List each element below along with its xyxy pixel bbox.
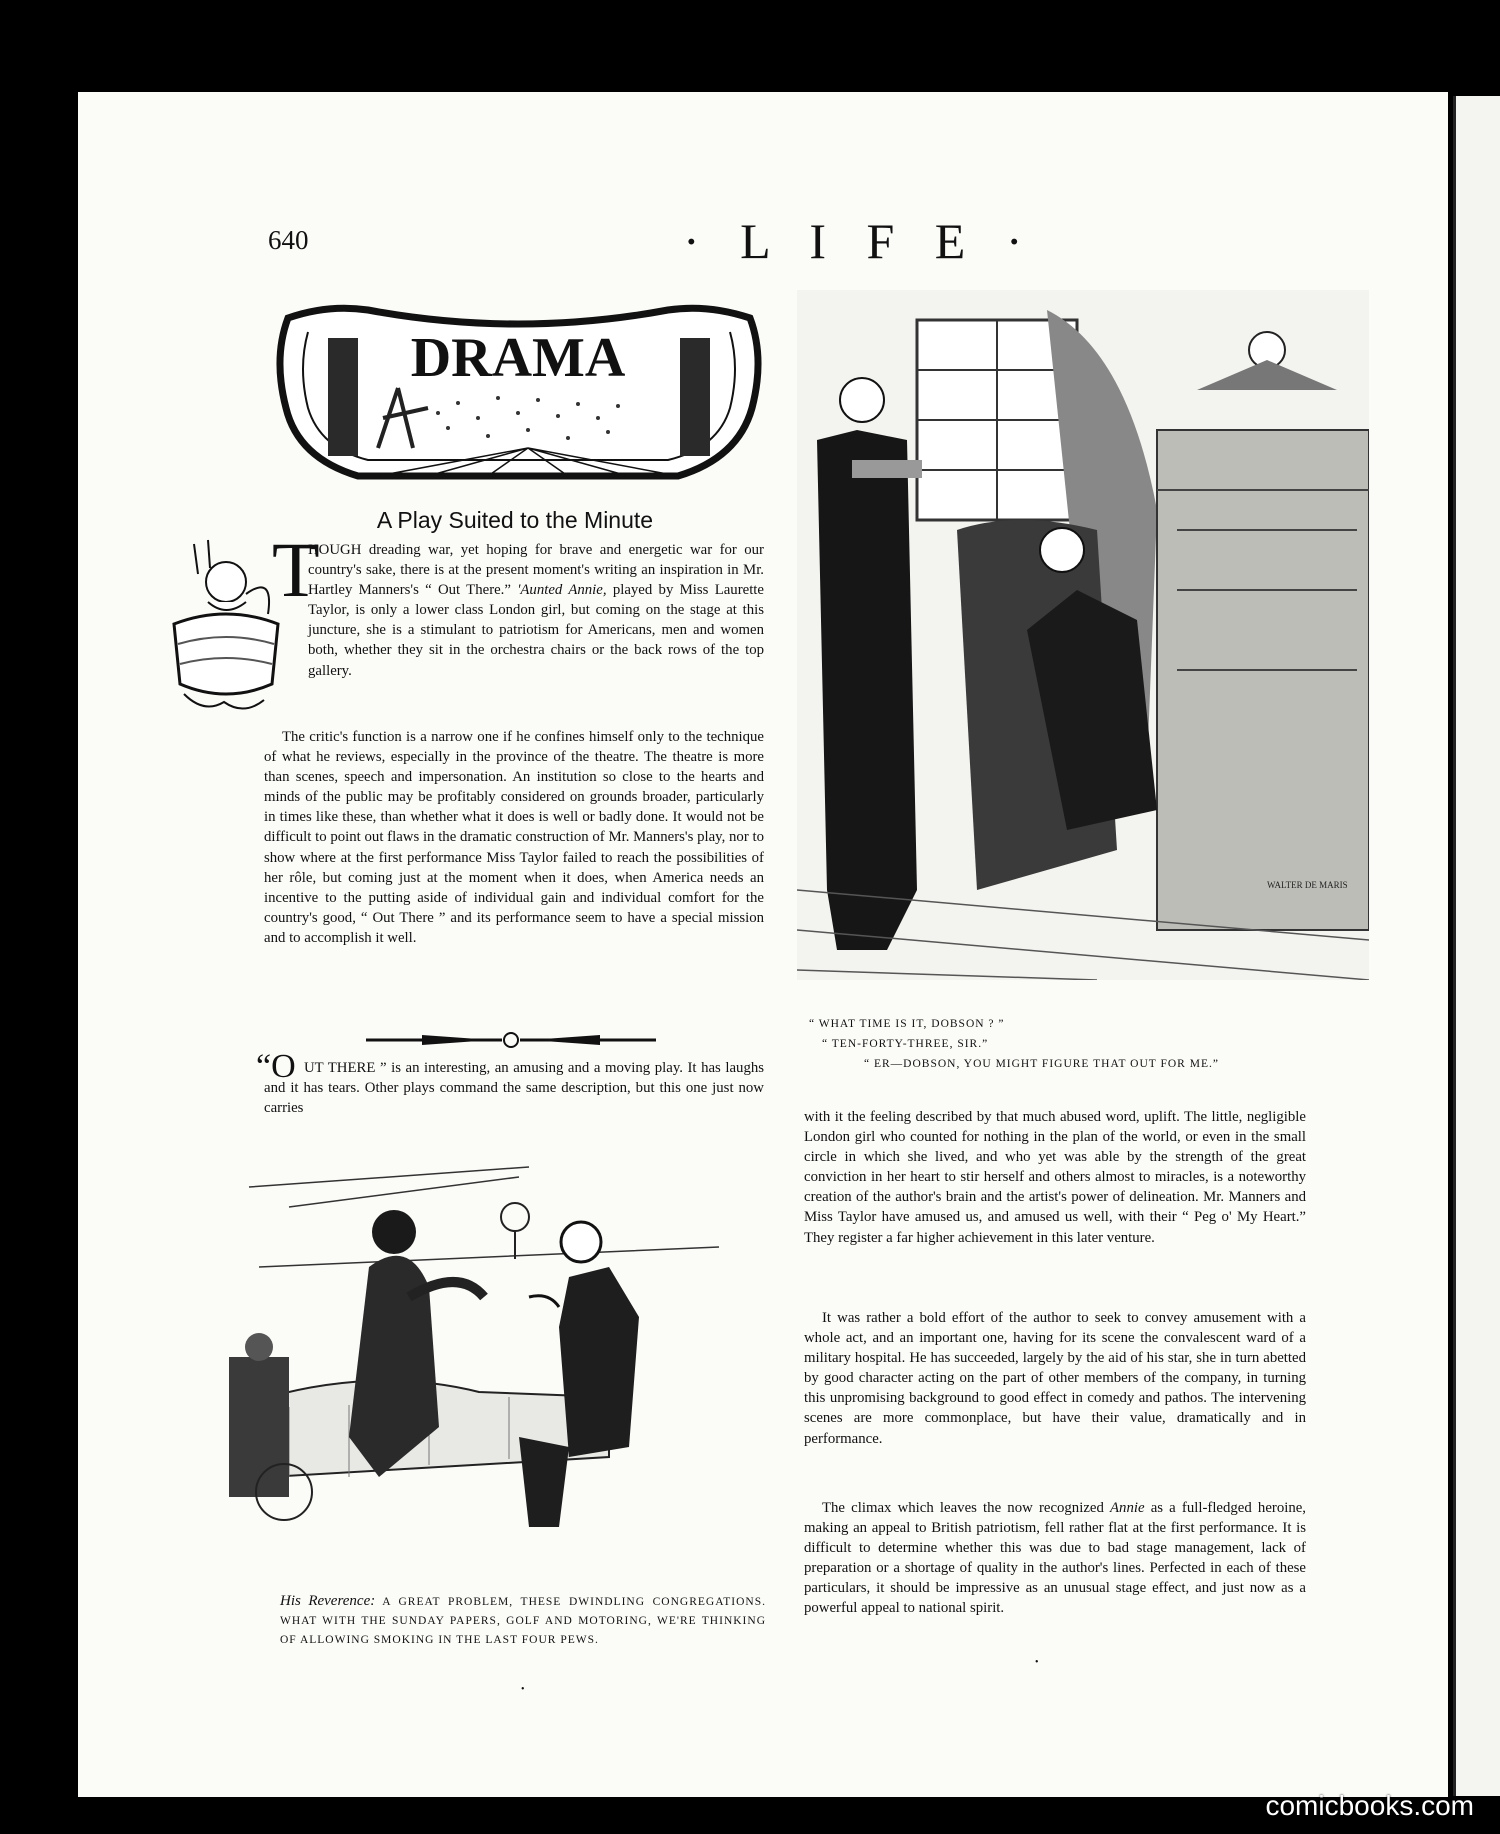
artist-signature: WALTER DE MARIS — [1267, 880, 1348, 890]
paragraph-6-italic: Annie — [1110, 1500, 1145, 1516]
paragraph-6-text — [804, 1498, 1306, 1619]
ink-mark: • — [521, 1684, 525, 1695]
dobson-caption-line-1: “ WHAT TIME IS IT, DOBSON ? ” — [809, 1018, 1005, 1030]
paragraph-6-a: The climax which leaves the now recognized — [822, 1500, 1111, 1516]
paragraph-5-text: It was rather a bold effort of the author to seek to convey amusement with a whole act, and an important one, having for its scene the convalescent ward of a military hospital. He has succeeded, largely by the aid of his star, she in turn abetted by good character acting on the part of other members of the company, in turning this unpromising background to good effect in comedy and pathos. The intervening scenes are more commonplace, but have their value, dramatically and in performance. — [804, 1310, 1306, 1447]
paragraph-4-text: with it the feeling described by that much abused word, uplift. The little, negligible London girl who counted for nothing in the plan of the world, or even in the small circle in which she lived, and who yet was able by the strength of the great conviction in her heart to stir herself and others almost to miracles, is a noteworthy creation of the author's brain and the artist's power of delineation. Mr. Manners and Miss Taylor have amused us, and amused us well, with their “ Peg o' My Heart.” They register a far higher achievement in this later venture. — [804, 1109, 1306, 1246]
caption-speaker: His Reverence: — [280, 1593, 376, 1609]
article-paragraph-6 — [804, 1498, 1306, 1619]
drama-banner — [268, 298, 770, 490]
article-paragraph-4 — [804, 1107, 1306, 1248]
paragraph-1-rest: played by Miss Laurette Taylor, is only a lower class London girl, but coming on the stage at this juncture, she is a stimulant to patriotism for Americans, men and women both, whether they sit in the orchestra chairs or the back rows of the top gallery. — [308, 582, 764, 679]
paragraph-1-italic: 'Aunted Annie, — [517, 582, 607, 599]
paragraph-2-text: The critic's function is a narrow one if he confines himself only to the technique of what he reviews, especially in the province of the theatre. The theatre is more than scenes, speech and impersonation. An institution so close to the hearts and minds of the public may be profitably considered on grounds broader, particularly in times like these, than whether what it does is well or badly done. It would not be difficult to point out flaws in the dramatic construction of Mr. Manners's play, nor to show where at the first performance Miss Taylor failed to reach the possibilities of her rôle, but coming just at the moment when it does, when America needs an incentive to the putting aside of individual gain and individual comfort for the country's good, “ Out There ” and its performance seem to have a special mission and to accomplish it well. — [264, 729, 764, 946]
paragraph-1-opening: HOUGH dreading war, yet hoping for brave and energetic war for our country's sake, there is at the present moment's writing an inspiration in Mr. Hartley Manners's “ Out There.” — [308, 542, 764, 599]
caption-text: A GREAT PROBLEM, THESE DWINDLING CONGREGATIONS. WHAT WITH THE SUNDAY PAPERS, GOLF AND MOTORING, WE'RE THINKING OF ALLOWING SMOKING IN THE LAST FOUR PEWS. — [280, 1596, 766, 1646]
article-paragraph-1 — [308, 540, 764, 681]
dobson-cartoon-illustration — [797, 290, 1369, 980]
drama-title: DRAMA — [410, 327, 626, 389]
drop-cap-o: “O — [256, 1048, 296, 1085]
cupid-ornament — [164, 534, 288, 716]
page-number: 640 — [268, 225, 309, 255]
paragraph-6-b: as a full-fledged heroine, making an appeal to British patriotism, fell rather flat at the first performance. It is difficult to determine whether this was due to bad stage management, lack of preparation or a shortage of quality in the author's lines. Perfected in each of these particulars, it should be impressive as an unusual stage effect, and just now as a powerful appeal to national spirit. — [804, 1500, 1306, 1617]
dobson-caption-line-2: “ TEN-FORTY-THREE, SIR.” — [822, 1038, 989, 1050]
article-paragraph-5 — [804, 1308, 1306, 1449]
article-paragraph-2 — [264, 727, 764, 948]
reverence-caption — [280, 1592, 766, 1650]
drop-cap: T — [272, 526, 320, 613]
masthead: · L I F E · — [683, 213, 1037, 269]
ink-mark: • — [1035, 1657, 1039, 1668]
dobson-caption-line-3: “ ER—DOBSON, YOU MIGHT FIGURE THAT OUT FOR ME.” — [864, 1058, 1219, 1070]
ornamental-divider — [362, 1029, 660, 1051]
reverence-cartoon-illustration — [229, 1147, 739, 1567]
watermark: comicbooks.com — [1265, 1790, 1474, 1821]
paragraph-3-text: UT THERE ” is an interesting, an amusing and a moving play. It has laughs and it has tears. Other plays command the same description, but this one just now carries — [264, 1060, 764, 1117]
article-title: A Play Suited to the Minute — [376, 507, 654, 533]
adjacent-page-edge — [1453, 96, 1500, 1796]
article-paragraph-3 — [264, 1058, 764, 1118]
